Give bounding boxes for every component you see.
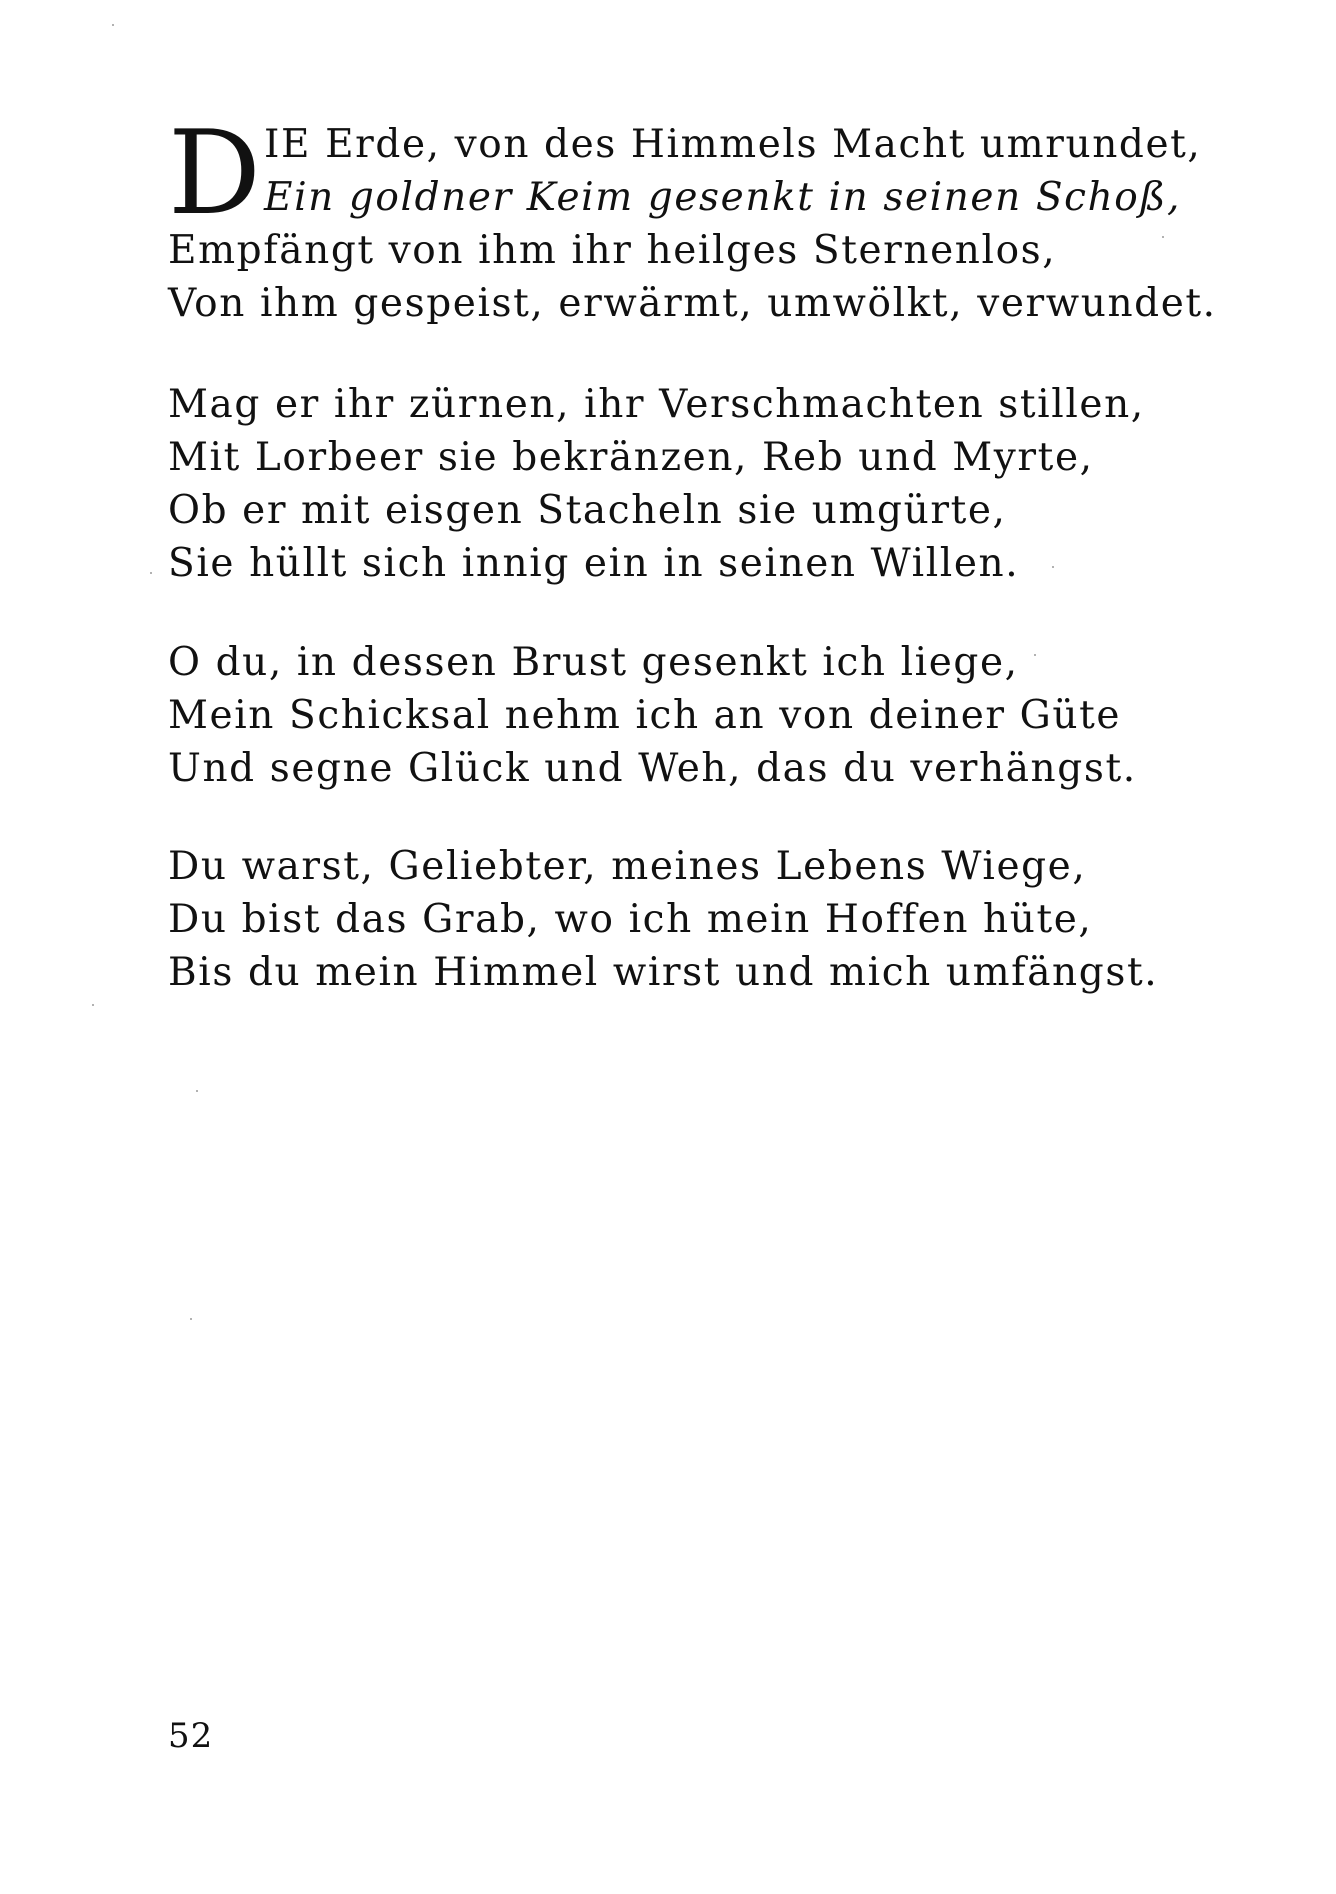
poem-line: Empfängt von ihm ihr heilges Sternenlos, xyxy=(168,228,1057,273)
scan-speck xyxy=(1052,566,1054,568)
poem-line: Von ihm gespeist, erwärmt, umwölkt, verwundet. xyxy=(168,281,1217,326)
scan-speck xyxy=(112,24,114,26)
poem-line: Ein goldner Keim gesenkt in seinen Schoß, xyxy=(264,175,1182,220)
poem-line: O du, in dessen Brust gesenkt ich liege, xyxy=(168,640,1019,685)
scan-speck xyxy=(150,572,152,574)
scan-speck xyxy=(190,1318,192,1320)
page-number: 52 xyxy=(168,1716,214,1756)
scan-speck xyxy=(92,1004,94,1006)
stanza-4 xyxy=(168,840,1158,999)
poem-line: Sie hüllt sich innig ein in seinen Willen. xyxy=(168,541,1020,586)
poem-line: Ob er mit eisgen Stacheln sie umgürte, xyxy=(168,488,1007,533)
poem-line: Bis du mein Himmel wirst und mich umfängst. xyxy=(168,950,1159,995)
scan-speck xyxy=(1034,654,1036,656)
scan-speck xyxy=(1162,236,1164,238)
poem-line: Mit Lorbeer sie bekränzen, Reb und Myrte, xyxy=(168,435,1094,480)
poem-line: Mein Schicksal nehm ich an von deiner Güte xyxy=(168,693,1122,738)
scan-speck xyxy=(196,1090,198,1092)
poem-line: Du warst, Geliebter, meines Lebens Wiege, xyxy=(168,844,1087,889)
poem-line: Und segne Glück und Weh, das du verhängst. xyxy=(168,746,1137,791)
stanza-1 xyxy=(168,106,1217,330)
stanza-3 xyxy=(168,636,1137,795)
poem-line: Du bist das Grab, wo ich mein Hoffen hüte, xyxy=(168,897,1093,942)
poem-line: IE Erde, von des Himmels Macht umrundet, xyxy=(264,122,1202,167)
drop-cap: D xyxy=(168,106,262,241)
poem-line: Mag er ihr zürnen, ihr Verschmachten stillen, xyxy=(168,382,1145,427)
stanza-2 xyxy=(168,378,1145,590)
